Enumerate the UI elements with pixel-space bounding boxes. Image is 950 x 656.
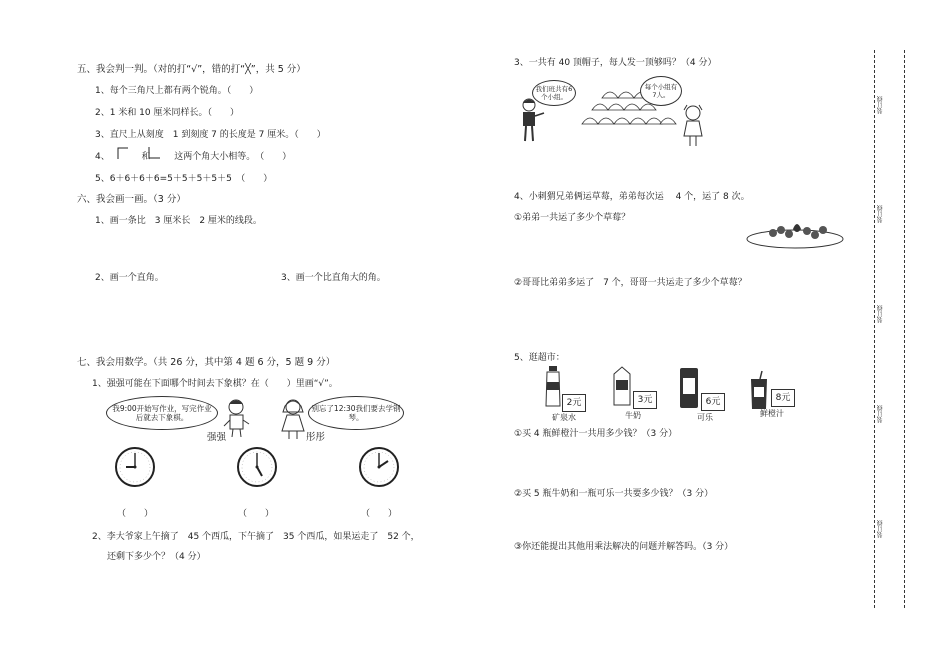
boy-figure-icon xyxy=(222,398,252,438)
sec5-item-4-and: 和 xyxy=(141,152,151,162)
section6-title: 六、我会画一画。（3 分） xyxy=(77,194,186,205)
product-label-cola: 可乐 xyxy=(697,413,713,422)
product-label-juice: 鲜橙汁 xyxy=(760,409,784,418)
speech-bubble-qiangqiang: 我9:00开始写作业，写完作业后就去下象棋。 xyxy=(106,396,218,430)
speech-bubble-class: 我们班共有6个小组。 xyxy=(532,80,576,106)
binding-label-4: 装订线 xyxy=(877,405,884,423)
angle-icon-1 xyxy=(116,146,130,160)
price-tag-juice: 8元 xyxy=(771,389,795,407)
sec5-item-3: 3、直尺上从刻度 1 到刻度 7 的长度是 7 厘米。（ ） xyxy=(95,130,326,140)
boy-pointing-icon xyxy=(517,97,545,145)
clock-icon-2 xyxy=(237,447,277,487)
clock-answer-1[interactable]: （ ） xyxy=(117,509,154,519)
q4-title: 4、小刺猬兄弟俩运草莓，弟弟每次运 4 个，运了 8 次。 xyxy=(514,192,750,202)
angle-icon-2 xyxy=(147,146,161,160)
binding-label-3: 装订线 xyxy=(877,305,884,323)
water-bottle-icon xyxy=(544,366,562,408)
price-tag-milk: 3元 xyxy=(633,391,657,409)
sec6-q2: 2、画一个直角。 xyxy=(95,273,164,283)
price-tag-water: 2元 xyxy=(562,394,586,412)
girl-figure-icon xyxy=(279,398,309,440)
binding-line-right xyxy=(904,50,905,608)
binding-line-left xyxy=(874,50,875,608)
sec5-item-4-tail: 这两个角大小相等。 （ ） xyxy=(174,152,292,162)
q4-sub1: ①弟弟一共运了多少个草莓？ xyxy=(514,213,631,223)
q5-sub1: ①买 4 瓶鲜橙汁一共用多少钱？（3 分） xyxy=(514,429,678,439)
q3-title: 3、一共有 40 顶帽子，每人发一顶够吗？（4 分） xyxy=(514,58,717,68)
cola-can-icon xyxy=(678,366,700,410)
clock-answer-2[interactable]: （ ） xyxy=(238,509,275,519)
name-tongtong: 彤彤 xyxy=(306,432,326,443)
clock-answer-3[interactable]: （ ） xyxy=(361,509,398,519)
juice-cup-icon xyxy=(748,371,770,411)
q5-title: 5、逛超市： xyxy=(514,353,565,363)
sec5-item-4-num: 4、 xyxy=(95,152,110,162)
sec6-q3: 3、画一个比直角大的角。 xyxy=(281,273,386,283)
q5-sub2: ②买 5 瓶牛奶和一瓶可乐一共要多少钱？（3 分） xyxy=(514,489,714,499)
q5-sub3: ③你还能提出其他用乘法解决的问题并解答吗。（3 分） xyxy=(514,542,734,552)
q4-sub2: ②哥哥比弟弟多运了 7 个，哥哥一共运走了多少个草莓？ xyxy=(514,278,747,288)
strawberry-pile-icon xyxy=(745,217,845,249)
product-label-water: 矿泉水 xyxy=(552,413,576,422)
speech-bubble-group: 每个小组有7人。 xyxy=(640,76,682,106)
binding-label-5: 装订线 xyxy=(877,520,884,538)
sec7-q1: 1、强强可能在下面哪个时间去下象棋？在（ ）里画“√”。 xyxy=(92,379,338,389)
sec5-item-2: 2、1 米和 10 厘米同样长。（ ） xyxy=(95,108,239,118)
sec7-q2-line2: 还剩下多少个？（4 分） xyxy=(107,552,206,562)
price-tag-cola: 6元 xyxy=(701,393,725,411)
section7-title: 七、我会用数学。（共 26 分，其中第 4 题 6 分，5 题 9 分） xyxy=(77,357,336,368)
binding-label-1: 装订线 xyxy=(877,96,884,114)
clock-icon-3 xyxy=(359,447,399,487)
name-qiangqiang: 强强 xyxy=(207,432,227,443)
milk-carton-icon xyxy=(611,366,633,406)
binding-label-2: 装订线 xyxy=(877,205,884,223)
sec7-q2-line1: 2、李大爷家上午摘了 45 个西瓜，下午摘了 35 个西瓜，如果运走了 52 个， xyxy=(92,532,420,542)
clock-icon-1 xyxy=(115,447,155,487)
speech-bubble-tongtong: 别忘了12:30我们要去学钢琴。 xyxy=(308,396,404,430)
sec5-item-5: 5、6＋6＋6＋6=5＋5＋5＋5＋5 （ ） xyxy=(95,174,273,184)
sec6-q1: 1、画一条比 3 厘米长 2 厘米的线段。 xyxy=(95,216,262,226)
product-label-milk: 牛奶 xyxy=(625,411,641,420)
section5-title: 五、我会判一判。（对的打“√”，错的打“╳”，共 5 分） xyxy=(77,64,306,75)
girl-icon xyxy=(680,104,706,148)
sec5-item-1: 1、每个三角尺上都有两个锐角。（ ） xyxy=(95,86,259,96)
